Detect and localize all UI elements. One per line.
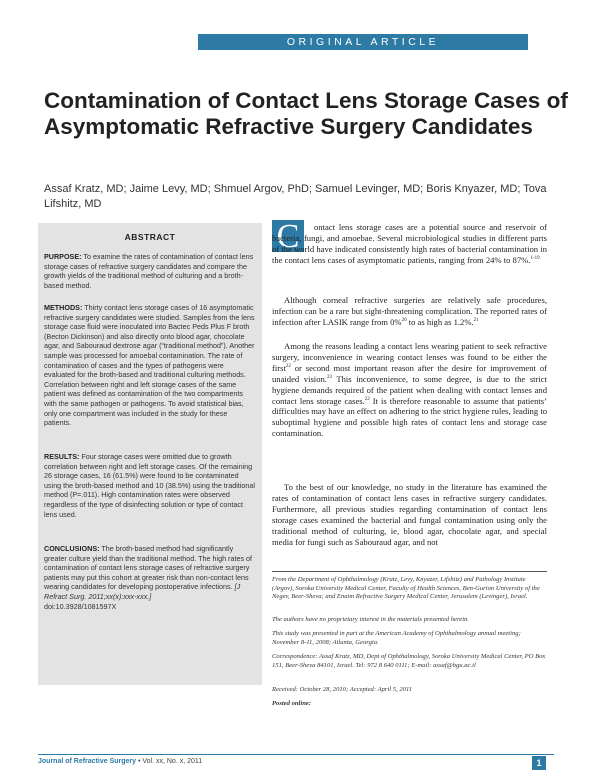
p2-ref-2: 21: [473, 317, 479, 323]
footnote-divider: [272, 571, 547, 572]
journal-name: Journal of Refractive Surgery: [38, 758, 137, 765]
methods-label: METHODS:: [44, 303, 83, 312]
results-label: RESULTS:: [44, 452, 80, 461]
p2-ref-1: 20: [401, 317, 407, 323]
doi: doi:10.3928/1081597X: [44, 601, 117, 611]
purpose-label: PURPOSE:: [44, 252, 82, 261]
article-title: Contamination of Contact Lens Storage Cases of Asymptomatic Refractive Surgery Candidates: [44, 88, 568, 139]
drop-cap: C: [272, 220, 304, 252]
body-paragraph-1: [272, 222, 547, 266]
abstract-conclusions: [44, 544, 256, 611]
footnote-received: Received: October 28, 2010; Accepted: April 5, 2011: [272, 686, 413, 693]
p2-mid: to as high as 1.2%.: [406, 316, 474, 327]
footer-journal-line: [38, 758, 202, 765]
footnote-presented: This study was presented in part at the American Academy of Ophthalmology annual meeting; November 8-11, 2008; Atlanta, Georgia.: [272, 630, 521, 646]
conclusions-text: The broth-based method had significantly greater culture yield than the traditional method. The high rates of contamination of contact lens storage cases of refractive surgery patients may put this cohort at greater risk than non-contact lens wearing candidates for developing postoperative infections.: [44, 544, 253, 592]
abstract-results: [44, 452, 256, 519]
page-number: 1: [532, 756, 546, 770]
results-text: Four storage cases were omitted due to growth correlation between right and left storage cases. Of the remaining 26 storage cases, 16 (61.5%) were found to be contaminated using the broth-based method and 10 (38.5%) using the traditional method (P=.011). High contamination rates were observed regardless of the type of disinfecting solution or type of contact lens used.: [44, 452, 255, 519]
purpose-text: To examine the rates of contamination of contact lens storage cases of refractive surgery candidates and compare the growth yields of the traditional method of culturing and a broth-based method.: [44, 252, 254, 290]
p3-text: Among the reasons leading a contact lens wearing patient to seek refractive surgery, inconvenience in wearing contact lenses was found to be either the first: [272, 341, 547, 373]
p3-ref-2: 23: [326, 374, 332, 380]
methods-text: Thirty contact lens storage cases of 16 asymptomatic refractive surgery candidates were studied. Samples from the lens storage case fluid were inoculated into Bactec Peds Plus F broth (Becton Dickinson) and also directly onto blood agar, chocolate agar, and Sabouraud dextrose agar (“traditional method”). Another sample was processed for amoebal contamination. The rate of contamination of cases and the types of pathogens were evaluated for the broth-based and traditional culturing methods. Correlation between right and left storage cases of the same patient was defined as contamination of the two compartments with the same pathogen or pathogens. To avoid statistical bias, only one compartment was included in the study for these patients.: [44, 303, 255, 428]
section-banner: ORIGINAL ARTICLE: [198, 34, 528, 50]
p3-end: This inconvenience, to some degree, is due to the strict hygiene demands required of the patient when dealing with contact lenses and contact lens storage cases.: [272, 373, 548, 406]
author-list: Assaf Kratz, MD; Jaime Levy, MD; Shmuel Argov, PhD; Samuel Levinger, MD; Boris Knyazer, MD; Tova Lifshitz, MD: [44, 183, 547, 210]
footnote-posted: Posted online:: [272, 700, 312, 707]
issue-info: • Vol. xx, No. x, 2011: [136, 758, 203, 765]
p2-text: Although corneal refractive surgeries are relatively safe procedures, infection can be a rare but sight-threatening complication. The reported rates of infection after LASIK range from 0%: [272, 295, 547, 327]
abstract-heading: ABSTRACT: [124, 232, 176, 242]
body-paragraph-3: [272, 341, 547, 439]
abstract-purpose: [44, 252, 256, 290]
body-paragraph-2: [272, 295, 547, 328]
footnote-correspondence: Correspondence: Assaf Kratz, MD, Dept of Ophthalmology, Soroka University Medical Center, PO Box 151, Beer-Sheva 84101, Israel. Tel: 972 8 640 0111; E-mail: assaf@bgu.ac.il: [272, 653, 546, 669]
footer-divider: [38, 754, 554, 755]
p1-ref: 1-19: [530, 255, 540, 261]
p3-mid: or second most important reason after the desire for improvement of unaided vision.: [272, 362, 547, 384]
footnote-interest: The authors have no proprietary interest in the materials presented herein.: [272, 616, 469, 623]
abstract-methods: [44, 303, 256, 428]
conclusions-label: CONCLUSIONS:: [44, 544, 100, 553]
p3-ref-1: 22: [285, 363, 291, 369]
footnote-affiliation: From the Department of Ophthalmology (Kratz, Levy, Knyazer, Lifshitz) and Pathology Institute (Argov), Soroka University Medical Center, Faculty of Health Sciences, Ben-Gurion University of the Negev, Beer-Sheva; and Enaim Refractive Surgery Medical Center, Jerusalem (Levinger), Israel.: [272, 576, 540, 601]
body-paragraph-4: To the best of our knowledge, no study in the literature has examined the rates of contamination of contact lens cases in refractive surgery candidates. Furthermore, all previous studies regarding contamination of contact lens storage cases examined the bacterial and fungal contamination using only the traditional method of culturing, ie, blood agar, chocolate agar, and special media for fungi such as Sabouraud agar, and not: [272, 482, 547, 547]
abstract-citation: [J Refract Surg. 2011;xx(x):xxx-xxx.]: [44, 582, 241, 601]
p3-tail: It is therefore reasonable to assume that patients’ difficulties may have an effect on adhering to the strict hygiene rules, leading to suboptimal hygiene and possible high rates of contact lens and storage case contamination.: [272, 395, 547, 439]
p1-text: ontact lens storage cases are a potential source and reservoir of bacteria, fungi, and amoebae. Several microbiological studies in different parts of the world have indicated consistently high rates of bacterial contamination in the contact lens cases of asymptomatic patients, ranging from 24% to 87%.: [272, 222, 547, 265]
p3-ref-3: 22: [364, 396, 370, 402]
